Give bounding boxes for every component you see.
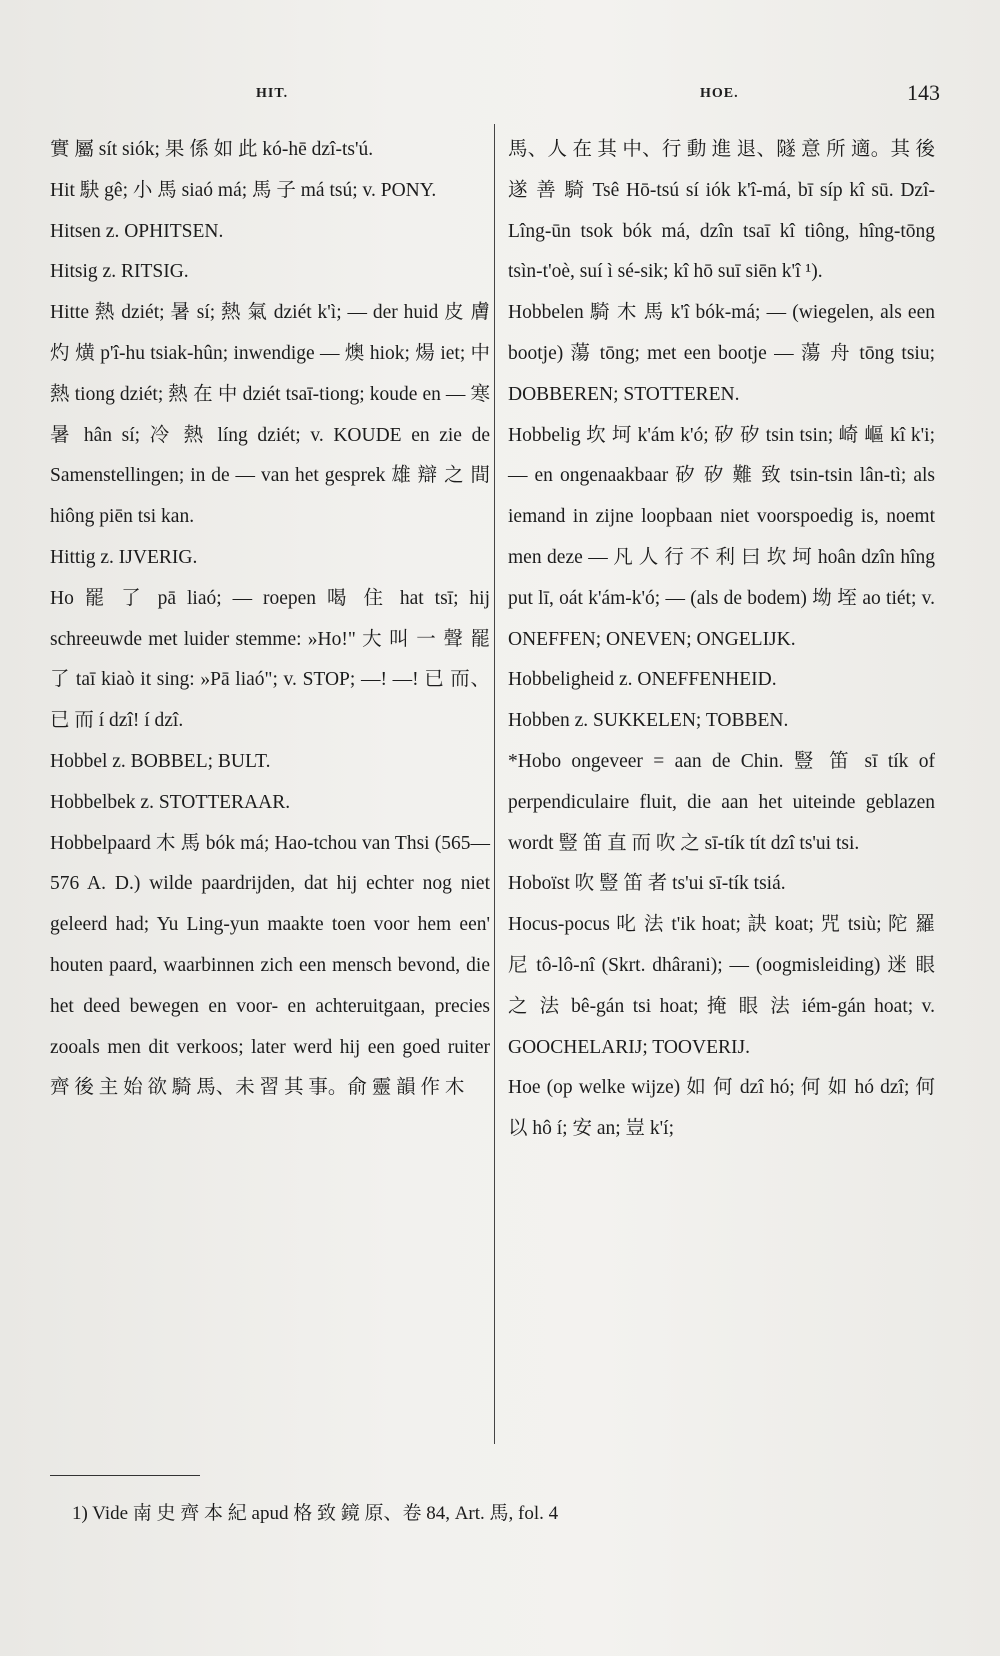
running-head-left: HIT. (256, 86, 289, 101)
entry-hitte: Hitte 熱 dziét; 暑 sí; 熱 氣 dziét k'ì; — der huid 皮 膚 灼 熿 p'î-hu tsiak-hûn; inwendige — 燠 hiok; 煬 iet; 中 熱 tiong dziét; 熱 在 中 dziét tsaī-tiong; koude en — 寒 暑 hân sí; 冷 熱 líng dziét; v. KOUDE en zie de Samenstellingen; in de — van het gesprek 雄 辯 之 間 hiông piēn tsi kan. (50, 302, 490, 528)
footnote: 1) Vide 南 史 齊 本 紀 apud 格 致 鏡 原、卷 84, Art. 馬, fol. 4 (72, 1503, 559, 1524)
entry-ho: Ho 罷 了 pā liaó; — roepen 喝 住 hat tsī; hij schreeuwde met luider stemme: »Ho!" 大 叫 一 聲 罷 了 taī kiaò it sing: »Pā liaó"; v. STOP; —! —! 已 而、已 而 í dzî! í dzî. (50, 587, 490, 732)
right-column (508, 130, 935, 1150)
column-divider (494, 124, 495, 1444)
entry-hobbelbek: Hobbelbek z. STOTTERAAR. (50, 791, 291, 813)
entry-hobben: Hobben z. SUKKELEN; TOBBEN. (508, 710, 789, 732)
footnote-rule (50, 1475, 200, 1476)
entry-hoboist: Hoboïst 吹 豎 笛 者 ts'ui sī-tík tsiá. (508, 873, 786, 895)
entry-hobbelen: Hobbelen 騎 木 馬 k'î bók-má; — (wiegelen, als een bootje) 蕩 tōng; met een bootje — 蕩 舟 tōng tsiu; DOBBEREN; STOTTEREN. (508, 302, 935, 405)
page-number: 143 (907, 80, 940, 105)
entry-hoe: Hoe (op welke wijze) 如 何 dzî hó; 何 如 hó dzî; 何 以 hô í; 安 an; 豈 k'í; (508, 1077, 935, 1140)
entry-hocus-pocus: Hocus-pocus 叱 法 t'ik hoat; 訣 koat; 咒 tsiù; 陀 羅 尼 tô-lô-nî (Skrt. dhârani); — (oogmisleiding) 迷 眼 之 法 bê-gán tsi hoat; 掩 眼 法 iém-gán hoat; v. GOOCHELARIJ; TOOVERIJ. (508, 914, 935, 1058)
entry-hobbelpaard: Hobbelpaard 木 馬 bók má; Hao-tchou van Thsi (565—576 A. D.) wilde paardrijden, dat hij echter nog niet geleerd had; Yu Ling-yun maakte toen voor hem een' houten paard, waarbinnen zich een mensch bevond, die het deed bewegen en voor- en achteruitgaan, precies zooals men dit verkoos; later werd hij een goed ruiter 齊 後 主 始 欲 騎 馬、未 習 其 事。俞 靈 韻 作 木 (50, 832, 490, 1099)
entry-hitsen: Hitsen z. OPHITSEN. (50, 220, 224, 242)
entry-hobo: *Hobo ongeveer = aan de Chin. 豎 笛 sī tík of perpendiculaire fluit, die aan het uiteinde geblazen wordt 豎 笛 直 而 吹 之 sī-tík tít dzî ts'ui tsi. (508, 750, 935, 854)
left-column (50, 130, 490, 1109)
entry-hit: Hit 駃 gê; 小 馬 siaó má; 馬 子 má tsú; v. PONY. (50, 179, 437, 201)
entry-continuation: 馬、人 在 其 中、行 動 進 退、隧 意 所 適。其 後 遂 善 騎 Tsê Hō-tsú sí iók k'î-má, bī síp kî sū. Dzî-Lîng-ūn tsok bók má, dzîn tsaī kî tiông, hîng-tōng tsìn-t'oè, suí ì sé-sik; kî hō suī siēn k'î ¹). (508, 139, 935, 283)
entry-hobbelig: Hobbelig 坎 坷 k'ám k'ó; 矽 矽 tsin tsin; 崎 嶇 kî k'i; — en ongenaakbaar 矽 矽 難 致 tsin-tsin lân-tì; als iemand in zijne loopbaan niet voorspoedig is, noemt men deze — 凡 人 行 不 利 曰 坎 坷 hoân dzîn hîng put lī, oát k'ám-k'ó; — (als de bodem) 坳 垤 ao tiét; v. ONEFFEN; ONEVEN; ONGELIJK. (508, 424, 935, 650)
entry-hittig: Hittig z. IJVERIG. (50, 546, 198, 568)
entry-text: 實 屬 sít siók; 果 係 如 此 kó-hē dzî-ts'ú. (50, 139, 374, 160)
entry-hobbeligheid: Hobbeligheid z. ONEFFENHEID. (508, 669, 777, 691)
entry-hitsig: Hitsig z. RITSIG. (50, 261, 189, 283)
entry-hobbel: Hobbel z. BOBBEL; BULT. (50, 750, 271, 772)
running-head-right: HOE. (700, 86, 739, 101)
